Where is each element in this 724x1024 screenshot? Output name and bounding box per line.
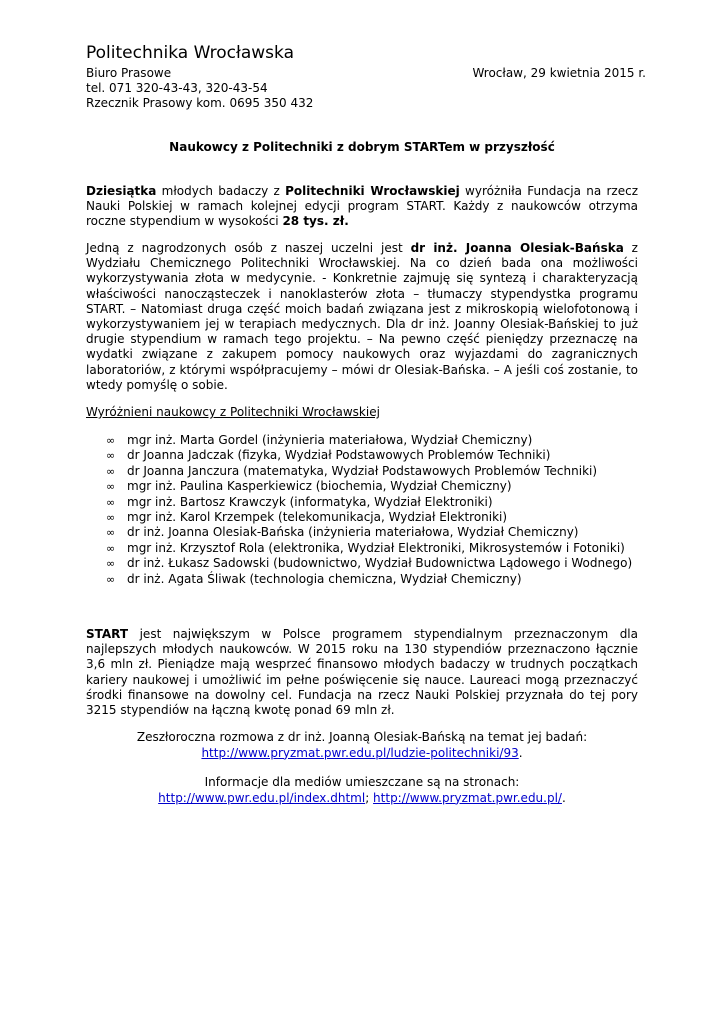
- list-item: ∞ dr inż. Joanna Olesiak-Bańska (inżynieria materiałowa, Wydział Chemiczny): [106, 525, 579, 540]
- infinity-bullet-icon: ∞: [106, 464, 116, 478]
- awardees-list: [86, 433, 638, 587]
- list-item: ∞ mgr inż. Marta Gordel (inżynieria materiałowa, Wydział Chemiczny): [106, 433, 533, 447]
- list-item: ∞ dr inż. Agata Śliwak (technologia chemiczna, Wydział Chemiczny): [106, 571, 522, 586]
- infinity-bullet-icon: ∞: [106, 434, 116, 447]
- interview-link[interactable]: http://www.pryzmat.pwr.edu.pl/ludzie-politechniki/93: [201, 745, 519, 760]
- interview-text: Zeszłoroczna rozmowa z dr inż. Joanną Olesiak-Bańską na temat jej badań:: [136, 730, 588, 744]
- lead-bold-1: Dziesiątka: [86, 184, 157, 198]
- list-item: ∞ mgr inż. Paulina Kasperkiewicz (biochemia, Wydział Chemiczny): [106, 479, 512, 494]
- infinity-bullet-icon: ∞: [106, 557, 116, 571]
- press-office: Biuro Prasowe: [86, 66, 172, 80]
- infinity-bullet-icon: ∞: [106, 572, 116, 586]
- infinity-bullet-icon: ∞: [106, 526, 116, 540]
- para2-text-2: z Wydziału Chemicznego Politechniki Wrocławskiej. Na co dzień bada ona możliwości wykorzystywania złota w medycynie. - Konkretnie zajmuję się syntezą i charakteryzacją właściwości nanocząsteczek i nanoklasterów złota – tłumaczy stypendystka programu START. – Natomiast druga część moich badań związana jest z mikroskopią wielofotonową i wykorzystywaniem jej w terapiach medycznych. Dla dr inż. Joanny Olesiak-Bańskiej to już drugie stypendium w ramach tego projektu. – Na pewno część pieniędzy przeznaczę na wydatki związane z zakupem pomocy naukowych oraz wyjazdami do zagranicznych laboratoriów, z którymi współpracujemy – mówi dr Olesiak-Bańska. – A jeśli coś zostanie, to wtedy pomyślę o sobie.: [86, 241, 638, 392]
- lead-bold-2: Politechniki Wrocławskiej: [285, 184, 460, 198]
- interview-block: Zeszłoroczna rozmowa z dr inż. Joanną Olesiak-Bańską na temat jej badań: http://www.pryzmat.pwr.edu.pl/ludzie-politechniki/93.: [86, 730, 638, 761]
- list-item: ∞ dr Joanna Jadczak (fizyka, Wydział Podstawowych Problemów Techniki): [106, 448, 551, 463]
- media-info-text: Informacje dla mediów umieszczane są na stronach:: [204, 775, 520, 789]
- place-date: Wrocław, 29 kwietnia 2015 r.: [472, 66, 646, 80]
- phone-numbers: tel. 071 320-43-43, 320-43-54: [86, 81, 268, 95]
- organization-name: Politechnika Wrocławska: [86, 43, 294, 63]
- infinity-bullet-icon: ∞: [106, 449, 116, 463]
- lead-bold-3: 28 tys. zł.: [282, 214, 349, 229]
- list-item: ∞ dr Joanna Janczura (matematyka, Wydział Podstawowych Problemów Techniki): [106, 463, 598, 478]
- body-paragraph-olesiak: [86, 241, 638, 393]
- para2-text-1: Jedną z nagrodzonych osób z naszej uczelni jest: [86, 241, 411, 255]
- spokesman-contact: Rzecznik Prasowy kom. 0695 350 432: [86, 96, 314, 110]
- lead-paragraph: [86, 184, 638, 230]
- para2-bold-name: dr inż. Joanna Olesiak-Bańska: [410, 241, 624, 255]
- start-bold: START: [86, 627, 129, 641]
- infinity-bullet-icon: ∞: [106, 510, 116, 524]
- lead-text-2: wyróżniła Fundacja na rzecz Nauki Polskiej w ramach kolejnej edycji program START. Każdy z naukowców otrzyma roczne stypendium w wysokości: [86, 184, 639, 229]
- contact-header: [86, 66, 646, 111]
- pwr-website-link[interactable]: http://www.pwr.edu.pl/index.dhtml: [158, 790, 366, 805]
- start-text: jest największym w Polsce programem stypendialnym przeznaczonym dla najlepszych młodych naukowców. W 2015 roku na 130 stypendiów przeznaczono łącznie 3,6 mln zł. Pieniądze mają wesprzeć finansowo młodych badaczy w trudnych początkach kariery naukowej i umożliwić im pełne poświęcenie się nauce. Laureaci mogą przeznaczyć środki finansowe na dowolny cel. Fundacja na rzecz Nauki Polskiej przyznała do tej pory 3215 stypendiów na łączną kwotę ponad 69 mln zł.: [86, 627, 638, 718]
- infinity-bullet-icon: ∞: [106, 541, 116, 555]
- pryzmat-website-link[interactable]: http://www.pryzmat.pwr.edu.pl/: [373, 790, 562, 805]
- media-info-block: Informacje dla mediów umieszczane są na stronach: http://www.pwr.edu.pl/index.dhtml; http://www.pryzmat.pwr.edu.pl/.: [86, 775, 638, 806]
- list-item: ∞ dr inż. Łukasz Sadowski (budownictwo, Wydział Budownictwa Lądowego i Wodnego): [106, 556, 633, 571]
- list-item: ∞ mgr inż. Bartosz Krawczyk (informatyka, Wydział Elektroniki): [106, 494, 493, 509]
- awardees-heading: Wyróżnieni naukowcy z Politechniki Wrocławskiej: [86, 405, 380, 419]
- release-title: Naukowcy z Politechniki z dobrym STARTem w przyszłość: [169, 140, 555, 154]
- start-program-paragraph: [86, 627, 638, 718]
- list-item: ∞ mgr inż. Krzysztof Rola (elektronika, Wydział Elektroniki, Mikrosystemów i Fotoniki): [106, 540, 625, 555]
- lead-text-1: młodych badaczy z: [156, 184, 286, 198]
- infinity-bullet-icon: ∞: [106, 495, 116, 509]
- infinity-bullet-icon: ∞: [106, 480, 116, 494]
- list-item: ∞ mgr inż. Karol Krzempek (telekomunikacja, Wydział Elektroniki): [106, 509, 508, 524]
